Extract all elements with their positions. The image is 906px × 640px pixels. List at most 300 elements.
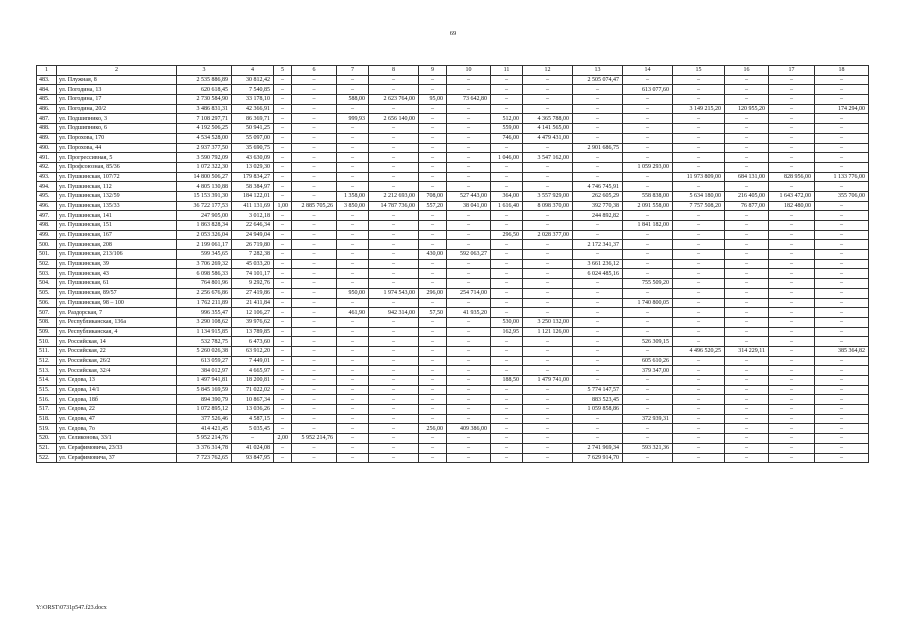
value-cell: – bbox=[523, 395, 573, 405]
value-cell: – bbox=[573, 317, 623, 327]
value-cell: – bbox=[274, 356, 292, 366]
value-cell: – bbox=[274, 279, 292, 289]
value-cell: – bbox=[337, 453, 369, 463]
row-number-cell: 496. bbox=[37, 201, 57, 211]
value-cell: – bbox=[337, 259, 369, 269]
value-cell: – bbox=[725, 424, 769, 434]
value-cell: – bbox=[673, 211, 725, 221]
value-cell: – bbox=[369, 298, 419, 308]
value-cell: – bbox=[337, 124, 369, 134]
value-cell: 1 059 293,00 bbox=[623, 162, 673, 172]
value-cell: – bbox=[673, 162, 725, 172]
value-cell: 5 634 180,00 bbox=[673, 191, 725, 201]
column-number-header: 18 bbox=[815, 66, 869, 76]
value-cell: – bbox=[769, 337, 815, 347]
value-cell: – bbox=[447, 230, 491, 240]
table-row bbox=[37, 143, 869, 153]
value-cell: – bbox=[573, 279, 623, 289]
value-cell: – bbox=[369, 172, 419, 182]
value-cell: – bbox=[369, 453, 419, 463]
value-cell: – bbox=[419, 385, 447, 395]
value-cell: – bbox=[623, 434, 673, 444]
value-cell: – bbox=[491, 356, 523, 366]
address-cell: ул. Пушкинская, 208 bbox=[57, 240, 177, 250]
address-cell: ул. Пушкинская, 98 – 100 bbox=[57, 298, 177, 308]
table-row bbox=[37, 104, 869, 114]
value-cell: – bbox=[769, 298, 815, 308]
value-cell: – bbox=[769, 443, 815, 453]
value-cell: – bbox=[447, 259, 491, 269]
value-cell: – bbox=[292, 443, 337, 453]
value-cell: – bbox=[274, 405, 292, 415]
value-cell: – bbox=[274, 259, 292, 269]
table-row bbox=[37, 124, 869, 134]
value-cell: – bbox=[769, 250, 815, 260]
value-cell: – bbox=[725, 298, 769, 308]
value-cell: 10 867,34 bbox=[232, 395, 274, 405]
value-cell: – bbox=[815, 366, 869, 376]
value-cell: – bbox=[419, 153, 447, 163]
value-cell: 588,00 bbox=[337, 95, 369, 105]
value-cell: – bbox=[447, 211, 491, 221]
value-cell: – bbox=[573, 356, 623, 366]
table-row bbox=[37, 182, 869, 192]
value-cell: 5 952 214,76 bbox=[177, 434, 232, 444]
value-cell: – bbox=[419, 279, 447, 289]
value-cell: – bbox=[673, 182, 725, 192]
value-cell: – bbox=[523, 405, 573, 415]
value-cell: 13 029,30 bbox=[232, 162, 274, 172]
value-cell: – bbox=[337, 172, 369, 182]
value-cell: 384 012,97 bbox=[177, 366, 232, 376]
value-cell: 7 540,85 bbox=[232, 85, 274, 95]
value-cell: – bbox=[673, 95, 725, 105]
value-cell: – bbox=[491, 75, 523, 85]
value-cell: 38 041,00 bbox=[447, 201, 491, 211]
value-cell: – bbox=[623, 240, 673, 250]
address-cell: ул. Погодина, 17 bbox=[57, 95, 177, 105]
value-cell: – bbox=[419, 211, 447, 221]
value-cell: – bbox=[523, 211, 573, 221]
table-row bbox=[37, 133, 869, 143]
value-cell: – bbox=[274, 298, 292, 308]
value-cell: 179 834,27 bbox=[232, 172, 274, 182]
value-cell: – bbox=[769, 269, 815, 279]
value-cell: 7 449,01 bbox=[232, 356, 274, 366]
value-cell: – bbox=[447, 104, 491, 114]
value-cell: – bbox=[292, 298, 337, 308]
value-cell: – bbox=[419, 366, 447, 376]
value-cell: – bbox=[673, 269, 725, 279]
value-cell: – bbox=[673, 424, 725, 434]
value-cell: – bbox=[725, 153, 769, 163]
row-number-cell: 512. bbox=[37, 356, 57, 366]
value-cell: – bbox=[447, 162, 491, 172]
value-cell: 22 646,34 bbox=[232, 221, 274, 231]
value-cell: – bbox=[491, 443, 523, 453]
value-cell: – bbox=[623, 211, 673, 221]
value-cell: – bbox=[815, 153, 869, 163]
value-cell: – bbox=[369, 221, 419, 231]
value-cell: 7 629 914,70 bbox=[573, 453, 623, 463]
value-cell: – bbox=[447, 269, 491, 279]
value-cell: – bbox=[419, 143, 447, 153]
value-cell: 379 347,00 bbox=[623, 366, 673, 376]
address-cell: ул. Пушкинская, 43 bbox=[57, 269, 177, 279]
value-cell: – bbox=[274, 327, 292, 337]
column-number-header: 2 bbox=[57, 66, 177, 76]
value-cell: – bbox=[815, 288, 869, 298]
address-cell: ул. Погодина, 13 bbox=[57, 85, 177, 95]
value-cell: – bbox=[623, 143, 673, 153]
row-number-cell: 506. bbox=[37, 298, 57, 308]
value-cell: – bbox=[769, 240, 815, 250]
address-cell: ул. Седова, 18б bbox=[57, 395, 177, 405]
value-cell: – bbox=[447, 85, 491, 95]
value-cell: – bbox=[673, 230, 725, 240]
column-number-header: 17 bbox=[769, 66, 815, 76]
value-cell: – bbox=[274, 337, 292, 347]
value-cell: – bbox=[337, 230, 369, 240]
value-cell: 50 941,25 bbox=[232, 124, 274, 134]
value-cell: – bbox=[292, 356, 337, 366]
value-cell: – bbox=[491, 366, 523, 376]
value-cell: 3 290 108,62 bbox=[177, 317, 232, 327]
value-cell: 30 812,42 bbox=[232, 75, 274, 85]
value-cell: – bbox=[274, 308, 292, 318]
address-cell: ул. Прогрессивная, 5 bbox=[57, 153, 177, 163]
address-cell: ул. Российская, 26/2 bbox=[57, 356, 177, 366]
value-cell: – bbox=[292, 288, 337, 298]
value-cell: – bbox=[769, 259, 815, 269]
value-cell: 532 782,75 bbox=[177, 337, 232, 347]
value-cell: – bbox=[623, 153, 673, 163]
value-cell: 36 722 177,53 bbox=[177, 201, 232, 211]
value-cell: 95,00 bbox=[419, 95, 447, 105]
value-cell: – bbox=[623, 405, 673, 415]
value-cell: – bbox=[337, 346, 369, 356]
value-cell: – bbox=[769, 434, 815, 444]
value-cell: – bbox=[523, 453, 573, 463]
value-cell: – bbox=[523, 366, 573, 376]
table-row bbox=[37, 191, 869, 201]
value-cell: – bbox=[673, 279, 725, 289]
value-cell: – bbox=[274, 395, 292, 405]
value-cell: – bbox=[292, 453, 337, 463]
value-cell: – bbox=[769, 85, 815, 95]
value-cell: – bbox=[725, 250, 769, 260]
value-cell: – bbox=[292, 162, 337, 172]
value-cell: – bbox=[447, 240, 491, 250]
value-cell: – bbox=[815, 424, 869, 434]
address-cell: ул. Серафимовича, 23/33 bbox=[57, 443, 177, 453]
value-cell: – bbox=[419, 434, 447, 444]
value-cell: – bbox=[725, 211, 769, 221]
value-cell: – bbox=[274, 75, 292, 85]
value-cell: 14 787 736,00 bbox=[369, 201, 419, 211]
value-cell: – bbox=[725, 114, 769, 124]
value-cell: – bbox=[419, 376, 447, 386]
value-cell: – bbox=[725, 269, 769, 279]
value-cell: – bbox=[815, 221, 869, 231]
value-cell: – bbox=[523, 443, 573, 453]
value-cell: – bbox=[815, 211, 869, 221]
value-cell: – bbox=[419, 240, 447, 250]
value-cell: – bbox=[725, 259, 769, 269]
value-cell: – bbox=[673, 75, 725, 85]
column-number-header: 16 bbox=[725, 66, 769, 76]
address-cell: ул. Пушкинская, 141 bbox=[57, 211, 177, 221]
value-cell: 45 033,20 bbox=[232, 259, 274, 269]
value-cell: – bbox=[523, 259, 573, 269]
value-cell: – bbox=[447, 75, 491, 85]
value-cell: – bbox=[419, 346, 447, 356]
value-cell: – bbox=[491, 453, 523, 463]
value-cell: – bbox=[491, 240, 523, 250]
row-number-cell: 505. bbox=[37, 288, 57, 298]
value-cell: – bbox=[573, 434, 623, 444]
value-cell: – bbox=[292, 385, 337, 395]
value-cell: – bbox=[337, 269, 369, 279]
address-cell: ул. Пушкинская, 132/59 bbox=[57, 191, 177, 201]
row-number-cell: 497. bbox=[37, 211, 57, 221]
row-number-cell: 509. bbox=[37, 327, 57, 337]
data-table bbox=[36, 65, 869, 463]
value-cell: – bbox=[447, 376, 491, 386]
value-cell: – bbox=[815, 240, 869, 250]
value-cell: 18 200,81 bbox=[232, 376, 274, 386]
address-cell: ул. Седова, 7о bbox=[57, 424, 177, 434]
value-cell: – bbox=[491, 405, 523, 415]
column-number-header: 1 bbox=[37, 66, 57, 76]
value-cell: – bbox=[673, 366, 725, 376]
value-cell: 1 841 182,00 bbox=[623, 221, 673, 231]
value-cell: – bbox=[274, 221, 292, 231]
value-cell: – bbox=[815, 259, 869, 269]
value-cell: – bbox=[274, 211, 292, 221]
value-cell: – bbox=[573, 221, 623, 231]
value-cell: – bbox=[292, 405, 337, 415]
value-cell: 558 838,00 bbox=[623, 191, 673, 201]
table-row bbox=[37, 221, 869, 231]
value-cell: – bbox=[815, 143, 869, 153]
value-cell: – bbox=[274, 143, 292, 153]
table-row bbox=[37, 424, 869, 434]
value-cell: – bbox=[369, 75, 419, 85]
value-cell: – bbox=[419, 414, 447, 424]
value-cell: 414 421,45 bbox=[177, 424, 232, 434]
value-cell: – bbox=[725, 85, 769, 95]
value-cell: – bbox=[292, 95, 337, 105]
value-cell: 755 509,20 bbox=[623, 279, 673, 289]
value-cell: – bbox=[337, 75, 369, 85]
value-cell: – bbox=[623, 269, 673, 279]
value-cell: – bbox=[725, 385, 769, 395]
value-cell: 746,00 bbox=[491, 133, 523, 143]
value-cell: – bbox=[673, 143, 725, 153]
value-cell: – bbox=[491, 250, 523, 260]
value-cell: – bbox=[573, 95, 623, 105]
value-cell: – bbox=[447, 298, 491, 308]
value-cell: – bbox=[725, 182, 769, 192]
row-number-cell: 507. bbox=[37, 308, 57, 318]
row-number-cell: 508. bbox=[37, 317, 57, 327]
value-cell: 3 590 792,09 bbox=[177, 153, 232, 163]
value-cell: – bbox=[815, 434, 869, 444]
value-cell: – bbox=[523, 250, 573, 260]
value-cell: – bbox=[673, 240, 725, 250]
value-cell: – bbox=[369, 124, 419, 134]
value-cell: – bbox=[623, 114, 673, 124]
value-cell: – bbox=[292, 424, 337, 434]
value-cell: – bbox=[523, 104, 573, 114]
value-cell: – bbox=[725, 366, 769, 376]
value-cell: – bbox=[673, 385, 725, 395]
value-cell: – bbox=[337, 337, 369, 347]
value-cell: – bbox=[523, 308, 573, 318]
value-cell: – bbox=[725, 308, 769, 318]
value-cell: 7 723 762,65 bbox=[177, 453, 232, 463]
value-cell: – bbox=[523, 85, 573, 95]
value-cell: 3 012,18 bbox=[232, 211, 274, 221]
value-cell: 1 616,40 bbox=[491, 201, 523, 211]
value-cell: – bbox=[769, 95, 815, 105]
value-cell: – bbox=[573, 376, 623, 386]
value-cell: – bbox=[274, 366, 292, 376]
value-cell: – bbox=[274, 453, 292, 463]
value-cell: – bbox=[815, 279, 869, 289]
value-cell: – bbox=[447, 153, 491, 163]
value-cell: – bbox=[573, 162, 623, 172]
table-row bbox=[37, 434, 869, 444]
value-cell: 4 665,97 bbox=[232, 366, 274, 376]
value-cell: 2 172 341,37 bbox=[573, 240, 623, 250]
address-cell: ул. Подшипнико, 6 bbox=[57, 124, 177, 134]
value-cell: – bbox=[769, 279, 815, 289]
value-cell: – bbox=[725, 95, 769, 105]
value-cell: – bbox=[274, 317, 292, 327]
value-cell: – bbox=[725, 434, 769, 444]
value-cell: – bbox=[573, 308, 623, 318]
value-cell: – bbox=[274, 124, 292, 134]
value-cell: – bbox=[447, 172, 491, 182]
value-cell: 764 801,96 bbox=[177, 279, 232, 289]
value-cell: 188,50 bbox=[491, 376, 523, 386]
address-cell: ул. Седова, 22 bbox=[57, 405, 177, 415]
value-cell: 73 642,80 bbox=[447, 95, 491, 105]
table-row bbox=[37, 230, 869, 240]
table-row bbox=[37, 385, 869, 395]
value-cell: – bbox=[369, 230, 419, 240]
value-cell: – bbox=[419, 356, 447, 366]
row-number-cell: 519. bbox=[37, 424, 57, 434]
value-cell: – bbox=[337, 376, 369, 386]
value-cell: – bbox=[292, 182, 337, 192]
value-cell: – bbox=[419, 75, 447, 85]
value-cell: – bbox=[274, 191, 292, 201]
value-cell: 4 141 565,00 bbox=[523, 124, 573, 134]
value-cell: – bbox=[292, 337, 337, 347]
value-cell: – bbox=[725, 395, 769, 405]
row-number-cell: 493. bbox=[37, 172, 57, 182]
column-number-header: 6 bbox=[292, 66, 337, 76]
value-cell: 12 106,27 bbox=[232, 308, 274, 318]
value-cell: – bbox=[523, 172, 573, 182]
value-cell: – bbox=[491, 85, 523, 95]
page-number: 69 bbox=[449, 30, 457, 37]
value-cell: – bbox=[523, 385, 573, 395]
value-cell: – bbox=[523, 182, 573, 192]
value-cell: – bbox=[337, 153, 369, 163]
value-cell: – bbox=[815, 405, 869, 415]
value-cell: 174 294,00 bbox=[815, 104, 869, 114]
value-cell: 1 740 800,05 bbox=[623, 298, 673, 308]
value-cell: – bbox=[573, 414, 623, 424]
table-row bbox=[37, 172, 869, 182]
value-cell: – bbox=[673, 259, 725, 269]
value-cell: – bbox=[274, 414, 292, 424]
value-cell: – bbox=[369, 153, 419, 163]
value-cell: – bbox=[274, 288, 292, 298]
value-cell: – bbox=[369, 346, 419, 356]
value-cell: – bbox=[369, 405, 419, 415]
column-number-header: 5 bbox=[274, 66, 292, 76]
row-number-cell: 488. bbox=[37, 124, 57, 134]
value-cell: – bbox=[491, 95, 523, 105]
value-cell: 364,00 bbox=[491, 191, 523, 201]
value-cell: – bbox=[292, 153, 337, 163]
row-number-cell: 510. bbox=[37, 337, 57, 347]
value-cell: 6 024 485,16 bbox=[573, 269, 623, 279]
value-cell: – bbox=[573, 337, 623, 347]
value-cell: – bbox=[491, 414, 523, 424]
value-cell: – bbox=[769, 385, 815, 395]
value-cell: – bbox=[337, 85, 369, 95]
value-cell: – bbox=[274, 424, 292, 434]
value-cell: 26 719,80 bbox=[232, 240, 274, 250]
value-cell: 377 526,46 bbox=[177, 414, 232, 424]
value-cell: – bbox=[573, 133, 623, 143]
value-cell: 5 260 026,38 bbox=[177, 346, 232, 356]
value-cell: – bbox=[673, 298, 725, 308]
value-cell: 7 108 297,71 bbox=[177, 114, 232, 124]
value-cell: – bbox=[369, 434, 419, 444]
value-cell: – bbox=[447, 221, 491, 231]
address-cell: ул. Селиконова, 33/1 bbox=[57, 434, 177, 444]
value-cell: 2 535 886,89 bbox=[177, 75, 232, 85]
value-cell: – bbox=[274, 269, 292, 279]
row-number-cell: 515. bbox=[37, 385, 57, 395]
value-cell: – bbox=[673, 376, 725, 386]
value-cell: – bbox=[815, 298, 869, 308]
row-number-cell: 489. bbox=[37, 133, 57, 143]
value-cell: – bbox=[274, 133, 292, 143]
value-cell: – bbox=[274, 85, 292, 95]
value-cell: – bbox=[815, 327, 869, 337]
value-cell: – bbox=[769, 114, 815, 124]
value-cell: – bbox=[337, 434, 369, 444]
value-cell: 1,00 bbox=[274, 201, 292, 211]
value-cell: – bbox=[491, 221, 523, 231]
table-row bbox=[37, 114, 869, 124]
value-cell: – bbox=[292, 221, 337, 231]
value-cell: 5 845 169,59 bbox=[177, 385, 232, 395]
row-number-cell: 504. bbox=[37, 279, 57, 289]
value-cell: – bbox=[769, 182, 815, 192]
value-cell: 1 072 322,30 bbox=[177, 162, 232, 172]
value-cell: 41 935,20 bbox=[447, 308, 491, 318]
table-row bbox=[37, 75, 869, 85]
